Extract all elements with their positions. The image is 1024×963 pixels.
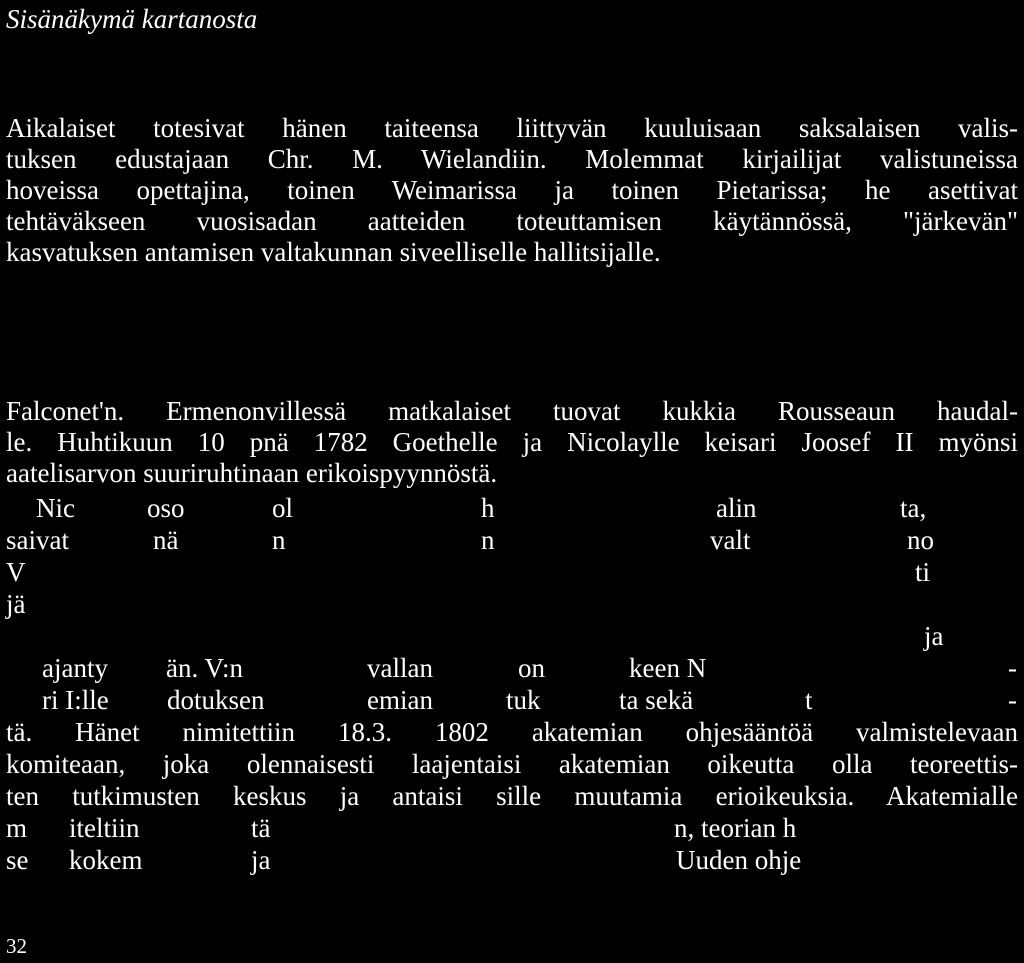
- text-fragment: än. V:n: [166, 653, 243, 683]
- text-fragment: tä: [251, 813, 271, 843]
- text-fragment: n: [481, 525, 495, 555]
- text-fragment: -: [1008, 685, 1017, 715]
- text-fragment: vallan: [367, 653, 433, 683]
- image-caption: Sisänäkymä kartanosta: [6, 4, 258, 34]
- text-line: Falconet'n. Ermenonvillessä matkalaiset tuovat kukkia Rousseaun haudal-: [6, 396, 1018, 426]
- text-fragment: ri I:lle: [42, 685, 109, 715]
- text-fragment: t: [805, 685, 813, 715]
- text-fragment: oso: [147, 493, 185, 523]
- text-line: kasvatuksen antamisen valtakunnan siveelliselle hallitsijalle.: [6, 237, 661, 267]
- text-fragment: tuk: [506, 685, 541, 715]
- text-fragment: n, teorian h: [674, 813, 797, 843]
- text-fragment: saivat: [6, 525, 69, 555]
- text-line: tuksen edustajaan Chr. M. Wielandiin. Molemmat kirjailijat valistuneissa: [6, 144, 1018, 174]
- text-fragment: nä: [153, 525, 179, 555]
- text-fragment: -: [1008, 653, 1017, 683]
- text-fragment: valt: [710, 525, 751, 555]
- page-number: 32: [6, 934, 27, 958]
- text-fragment: jä: [6, 589, 26, 619]
- text-fragment: V: [6, 557, 26, 587]
- text-fragment: m: [6, 813, 28, 843]
- text-fragment: on: [518, 653, 545, 683]
- text-line: tehtäväkseen vuosisadan aatteiden toteuttamisen käytännössä, "järkevän": [6, 206, 1018, 236]
- text-fragment: alin: [716, 493, 757, 523]
- text-fragment: ja: [924, 621, 944, 651]
- text-fragment: ta,: [900, 493, 927, 523]
- text-line: hoveissa opettajina, toinen Weimarissa ja toinen Pietarissa; he asettivat: [6, 175, 1018, 205]
- text-line: komiteaan, joka olennaisesti laajentaisi akatemian oikeutta olla teoreettis-: [6, 749, 1018, 779]
- text-fragment: h: [481, 493, 495, 523]
- text-fragment: no: [907, 525, 934, 555]
- text-fragment: kokem: [69, 845, 143, 875]
- text-line: aatelisarvon suuriruhtinaan erikoispyynnöstä.: [6, 458, 498, 488]
- text-fragment: keen N: [629, 653, 707, 683]
- text-line: Aikalaiset totesivat hänen taiteensa liittyvän kuuluisaan saksalaisen valis-: [6, 113, 1018, 143]
- text-line: le. Huhtikuun 10 pnä 1782 Goethelle ja Nicolaylle keisari Joosef II myönsi: [6, 427, 1018, 457]
- text-fragment: ti: [915, 557, 931, 587]
- text-line: tä. Hänet nimitettiin 18.3. 1802 akatemian ohjesääntöä valmistelevaan: [6, 717, 1018, 747]
- text-fragment: ol: [272, 493, 294, 523]
- text-fragment: ja: [251, 845, 271, 875]
- text-fragment: emian: [367, 685, 433, 715]
- text-line: ten tutkimusten keskus ja antaisi sille muutamia erioikeuksia. Akatemialle: [6, 781, 1018, 811]
- text-fragment: dotuksen: [167, 685, 265, 715]
- text-fragment: iteltiin: [69, 813, 140, 843]
- text-fragment: Nic: [36, 493, 75, 523]
- text-fragment: ta sekä: [619, 685, 694, 715]
- text-fragment: Uuden ohje: [676, 845, 802, 875]
- text-fragment: se: [6, 845, 29, 875]
- text-fragment: ajanty: [42, 653, 108, 683]
- text-fragment: n: [272, 525, 286, 555]
